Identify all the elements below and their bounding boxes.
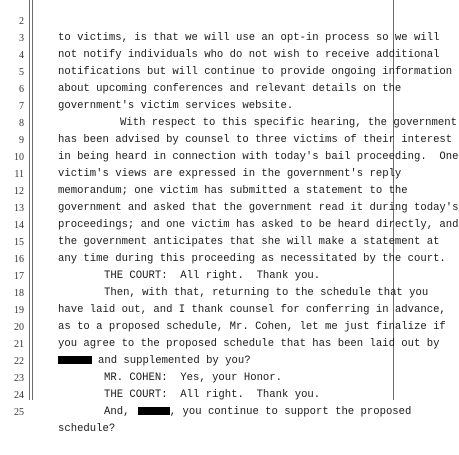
redaction-bar bbox=[138, 407, 170, 415]
line-text: THE COURT: All right. Thank you. bbox=[104, 389, 321, 401]
line-number: 6 bbox=[19, 84, 24, 95]
line-text: in being heard in connection with today's bail proceeding. One bbox=[58, 151, 459, 163]
line-number: 23 bbox=[14, 373, 24, 384]
line-text: not notify individuals who do not wish to receive additional bbox=[58, 49, 440, 61]
line-text: to victims, is that we will use an opt-in process so we will bbox=[58, 32, 440, 44]
line-text: notifications but will continue to provide ongoing information bbox=[58, 66, 453, 78]
line-number: 25 bbox=[14, 407, 24, 418]
line-number: 24 bbox=[14, 390, 24, 401]
line-number: 15 bbox=[14, 237, 24, 248]
line-text-redacted bbox=[104, 404, 411, 421]
line-text: any time during this proceeding as necessitated by the court. bbox=[58, 253, 446, 265]
line-number: 2 bbox=[19, 16, 24, 27]
line-text: government and asked that the government read it during today's bbox=[58, 202, 459, 214]
line-number: 12 bbox=[14, 186, 24, 197]
line-text: MR. COHEN: Yes, your Honor. bbox=[104, 372, 283, 384]
line-number: 21 bbox=[14, 339, 24, 350]
line-text: memorandum; one victim has submitted a statement to the bbox=[58, 185, 408, 197]
line-text: you agree to the proposed schedule that has been laid out by bbox=[58, 338, 440, 350]
line-text: the government anticipates that she will make a statement at bbox=[58, 236, 440, 248]
line-number: 16 bbox=[14, 254, 24, 265]
line-text: government's victim services website. bbox=[58, 100, 294, 112]
line-text: as to a proposed schedule, Mr. Cohen, let me just finalize if bbox=[58, 321, 446, 333]
transcript-line bbox=[0, 0, 440, 44]
line-text: With respect to this specific hearing, the government bbox=[120, 117, 457, 129]
line-text: and supplemented by you? bbox=[98, 355, 251, 367]
line-number: 11 bbox=[14, 169, 24, 180]
line-number: 5 bbox=[19, 67, 24, 78]
line-text: And, bbox=[104, 406, 130, 418]
line-number: 7 bbox=[19, 101, 24, 112]
line-number: 13 bbox=[14, 203, 24, 214]
line-number: 14 bbox=[14, 220, 24, 231]
line-number: 10 bbox=[14, 152, 24, 163]
line-number: 8 bbox=[19, 118, 24, 129]
line-number: 20 bbox=[14, 322, 24, 333]
line-number: 3 bbox=[19, 33, 24, 44]
line-text: THE COURT: All right. Thank you. bbox=[104, 270, 321, 282]
line-text: has been advised by counsel to three victims of their interest bbox=[58, 134, 453, 146]
line-number: 17 bbox=[14, 271, 24, 282]
line-number: 19 bbox=[14, 305, 24, 316]
line-text: have laid out, and I thank counsel for conferring in advance, bbox=[58, 304, 446, 316]
line-text: proceedings; and one victim has asked to be heard directly, and bbox=[58, 219, 459, 231]
line-text: about upcoming conferences and relevant details on the bbox=[58, 83, 402, 95]
line-text: , you continue to support the proposed bbox=[169, 406, 412, 418]
line-text: victim's views are expressed in the government's reply bbox=[58, 168, 402, 180]
line-number: 9 bbox=[19, 135, 24, 146]
line-number: 18 bbox=[14, 288, 24, 299]
line-number: 22 bbox=[14, 356, 24, 367]
line-text: Then, with that, returning to the schedule that you bbox=[104, 287, 429, 299]
line-number: 4 bbox=[19, 50, 24, 61]
line-text: schedule? bbox=[58, 423, 116, 435]
